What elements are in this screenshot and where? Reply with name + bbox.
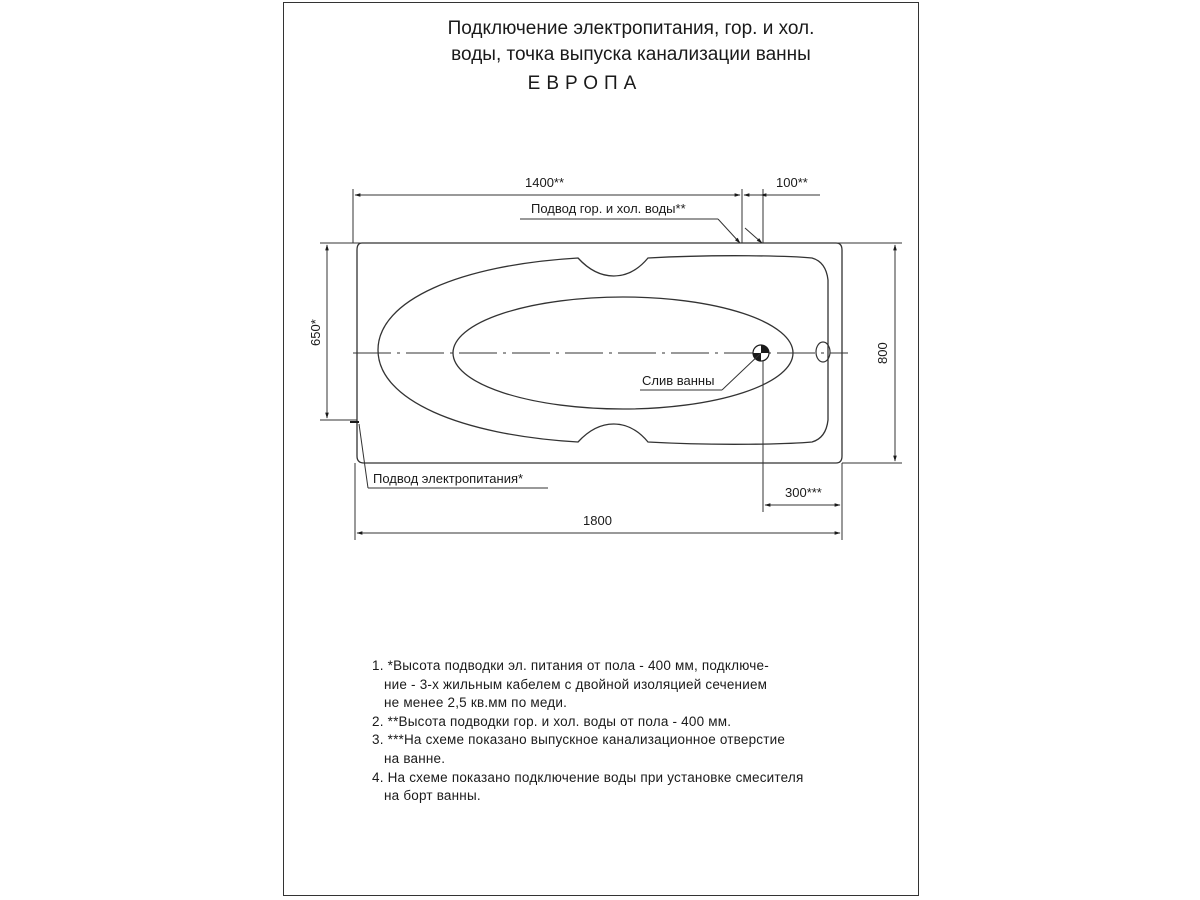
notes-list xyxy=(372,657,803,806)
note-line: 1. *Высота подводки эл. питания от пола - 400 мм, подключе- xyxy=(372,658,769,673)
note-line: на борт ванны. xyxy=(384,788,481,804)
note-4 xyxy=(372,769,803,806)
dim-100-label: 100** xyxy=(776,175,808,190)
water-supply-leader-b xyxy=(745,228,762,243)
title-line-1: Подключение электропитания, гор. и хол. xyxy=(447,18,815,39)
title-line-3: ЕВРОПА xyxy=(527,73,643,94)
title-line-2: воды, точка выпуска канализации ванны xyxy=(451,44,811,65)
drain-leader xyxy=(722,353,761,390)
drain-label: Слив ванны xyxy=(642,373,715,388)
dim-300-label: 300*** xyxy=(785,485,822,500)
note-1 xyxy=(372,657,803,713)
note-2 xyxy=(372,713,803,732)
dim-650-label: 650* xyxy=(308,319,323,346)
water-supply-leader-a xyxy=(718,219,740,243)
dim-800-label: 800 xyxy=(875,342,890,364)
note-line: ние - 3-х жильным кабелем с двойной изоляцией сечением xyxy=(384,676,768,692)
dim-1800-label: 1800 xyxy=(583,513,612,528)
note-line: на ванне. xyxy=(384,750,446,766)
note-line: 4. На схеме показано подключение воды при установке смесителя xyxy=(372,769,804,785)
note-3 xyxy=(372,731,803,768)
note-line: 3. ***На схеме показано выпускное канализационное отверстие xyxy=(372,732,786,748)
dim-1400-label: 1400** xyxy=(525,175,565,190)
power-supply-leader xyxy=(359,424,368,488)
note-line: 2. **Высота подводки гор. и хол. воды от пола - 400 мм. xyxy=(372,713,732,729)
power-supply-label: Подвод электропитания* xyxy=(373,471,524,486)
water-supply-label: Подвод гор. и хол. воды** xyxy=(531,201,686,216)
note-line: не менее 2,5 кв.мм по меди. xyxy=(384,695,568,711)
